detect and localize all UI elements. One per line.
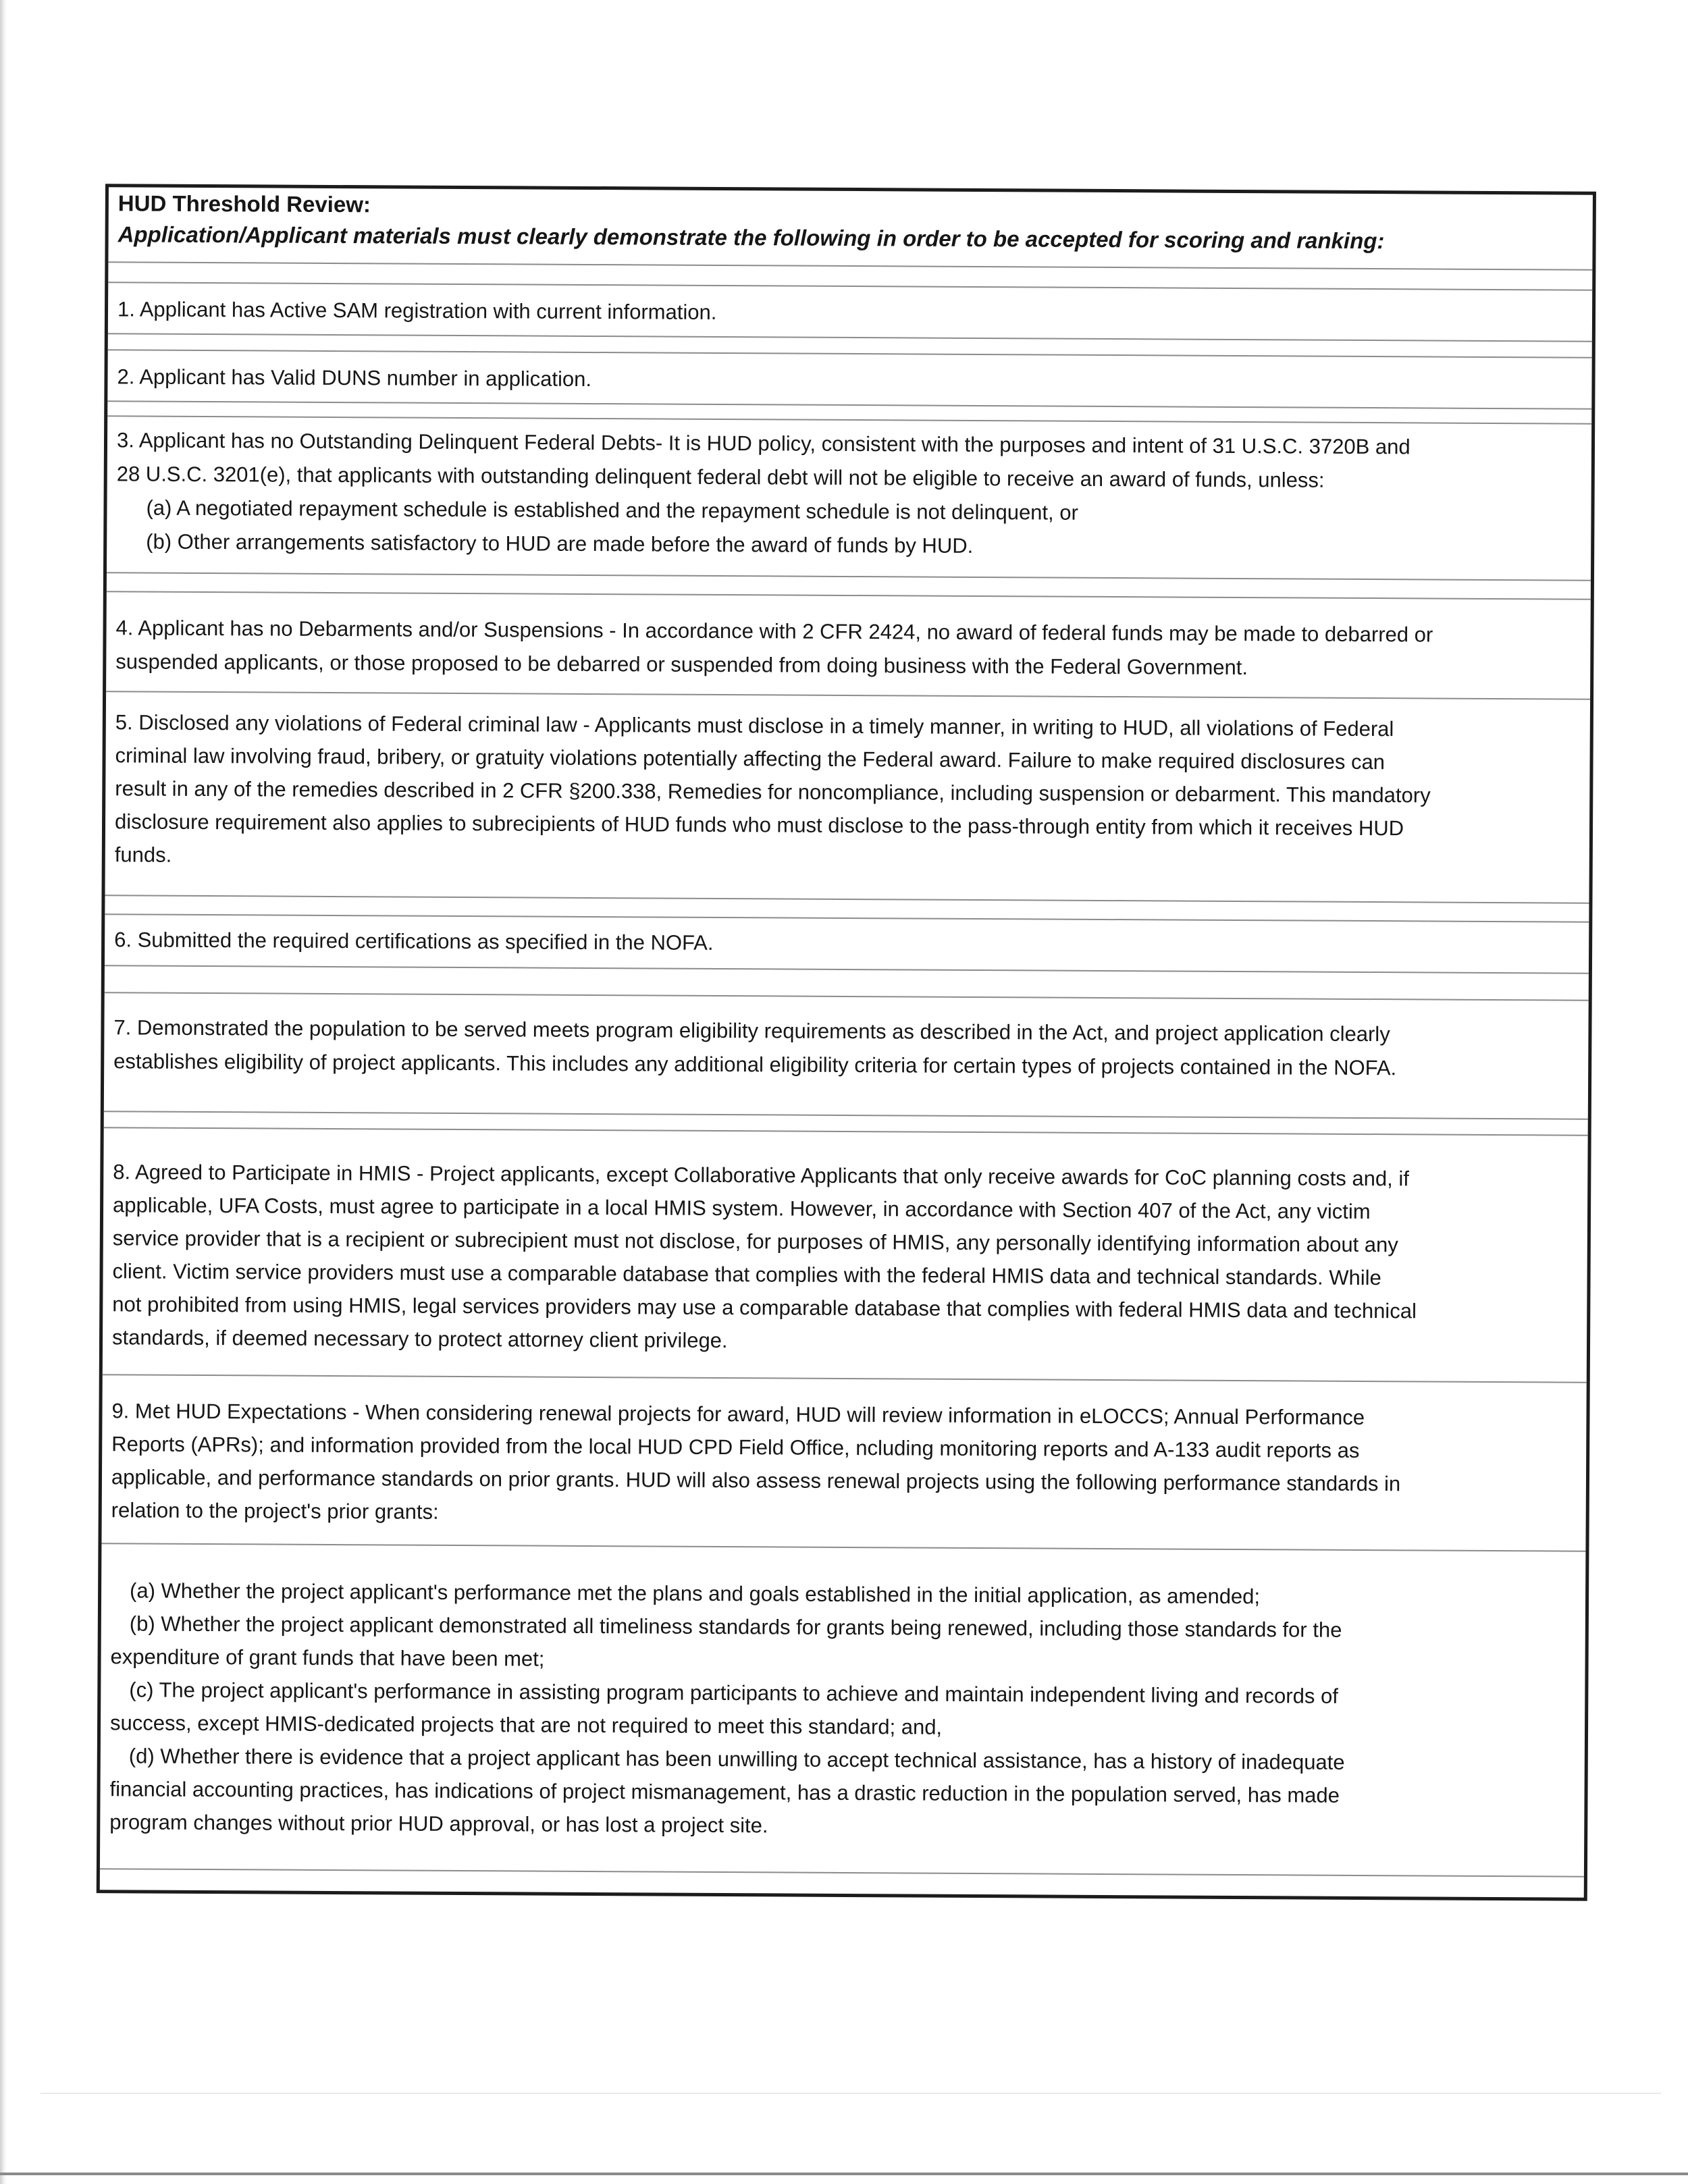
item-9-criteria (100, 1544, 1585, 1876)
item-8-line: standards, if deemed necessary to protect attorney client privilege. (111, 1325, 728, 1353)
section-instructions: Application/Applicant materials must clearly demonstrate the following in order to be accepted for scoring and ranking: (117, 221, 1385, 254)
threshold-item-1 (108, 283, 1592, 342)
item-9-criterion-b-cont: expenditure of grant funds that have been met; (110, 1645, 545, 1671)
threshold-item-8 (103, 1128, 1588, 1383)
item-9-criterion-d-cont: financial accounting practices, has indications of project mismanagement, has a drastic reduction in the population served, has made (109, 1777, 1340, 1807)
scan-bottom-edge (0, 2173, 1688, 2175)
item-3-line: 3. Applicant has no Outstanding Delinquent Federal Debts- It is HUD policy, consistent with the purposes and intent of 31 U.S.C. 3720B and (116, 428, 1410, 459)
item-9-line: Reports (APRs); and information provided from the local HUD CPD Field Office, ncluding monitoring reports and A-133 audit reports as (111, 1432, 1360, 1462)
item-8-line: 8. Agreed to Participate in HMIS - Project applicants, except Collaborative Applicants that only receive awards for CoC planning costs and, if (113, 1160, 1409, 1191)
item-5-line: funds. (114, 843, 172, 867)
item-9-line: relation to the project's prior grants: (111, 1498, 439, 1524)
section-title: HUD Threshold Review: (117, 190, 371, 217)
item-3-line: 28 U.S.C. 3201(e), that applicants with outstanding delinquent federal debt will not be eligible to receive an award of funds, unless: (116, 462, 1325, 492)
threshold-review-table (97, 184, 1596, 1901)
item-9-line: 9. Met HUD Expectations - When considering renewal projects for award, HUD will review information in eLOCCS; Annual Performance (111, 1399, 1365, 1430)
header-row (108, 187, 1593, 271)
item-7-line: 7. Demonstrated the population to be served meets program eligibility requirements as described in the Act, and project application clearly (113, 1015, 1390, 1046)
threshold-item-4 (106, 592, 1591, 700)
item-5-line: result in any of the remedies described in 2 CFR §200.338, Remedies for noncompliance, including suspension or debarment. This mandatory (115, 776, 1431, 807)
item-4-line: 4. Applicant has no Debarments and/or Suspensions - In accordance with 2 CFR 2424, no award of federal funds may be made to debarred or (115, 616, 1433, 647)
threshold-item-7 (104, 993, 1589, 1120)
threshold-item-9 (101, 1375, 1586, 1552)
item-5-line: criminal law involving fraud, bribery, or gratuity violations potentially affecting the Federal award. Failure to make required disclosures can (115, 743, 1386, 774)
item-8-line: client. Victim service providers must use a comparable database that complies with the federal HMIS data and technical standards. While (112, 1259, 1381, 1290)
item-9-criterion-b: (b) Whether the project applicant demonstrated all timeliness standards for grants being renewed, including those standards for the (129, 1612, 1342, 1642)
item-3-sub-b: (b) Other arrangements satisfactory to HUD are made before the award of funds by HUD. (146, 529, 974, 558)
item-9-criterion-d-cont: program changes without prior HUD approval, or has lost a project site. (109, 1810, 768, 1838)
item-8-line: not prohibited from using HMIS, legal services providers may use a comparable database that complies with federal HMIS data and technical (112, 1292, 1417, 1323)
item-9-line: applicable, and performance standards on prior grants. HUD will also assess renewal projects using the following performance standards in (111, 1465, 1401, 1496)
scan-faint-line (41, 2093, 1661, 2094)
item-6-text: 6. Submitted the required certifications as specified in the NOFA. (114, 928, 714, 955)
item-5-line: 5. Disclosed any violations of Federal criminal law - Applicants must disclose in a timely manner, in writing to HUD, all violations of Federal (115, 710, 1394, 741)
item-4-line: suspended applicants, or those proposed to be debarred or suspended from doing business with the Federal Government. (115, 649, 1248, 680)
item-5-line: disclosure requirement also applies to subrecipients of HUD funds who must disclose to the pass-through entity from which it receives HUD (114, 809, 1404, 841)
item-8-line: applicable, UFA Costs, must agree to participate in a local HMIS system. However, in accordance with Section 407 of the Act, any victim (113, 1193, 1371, 1224)
scan-page-edge (0, 0, 7, 2184)
item-8-line: service provider that is a recipient or subrecipient must not disclose, for purposes of HMIS, any personally identifying information about any (112, 1226, 1398, 1257)
item-1-text: 1. Applicant has Active SAM registration with current information. (117, 297, 717, 324)
threshold-item-2 (107, 350, 1591, 410)
threshold-item-5 (105, 692, 1590, 904)
item-7-line: establishes eligibility of project applicants. This includes any additional eligibility criteria for certain types of projects contained in the NOFA. (113, 1049, 1397, 1080)
item-9-criterion-a: (a) Whether the project applicant's performance met the plans and goals established in the initial application, as amended; (130, 1578, 1261, 1609)
item-9-criterion-d: (d) Whether there is evidence that a project applicant has been unwilling to accept technical assistance, has a history of inadequate (128, 1744, 1345, 1774)
threshold-item-3 (107, 417, 1591, 581)
threshold-item-6 (105, 915, 1589, 974)
item-2-text: 2. Applicant has Valid DUNS number in application. (117, 365, 592, 391)
item-3-sub-a: (a) A negotiated repayment schedule is established and the repayment schedule is not delinquent, or (146, 496, 1078, 525)
item-9-criterion-c: (c) The project applicant's performance in assisting program participants to achieve and maintain independent living and records of (129, 1678, 1338, 1708)
item-9-criterion-c-cont: success, except HMIS-dedicated projects that are not required to meet this standard; and, (109, 1711, 943, 1739)
